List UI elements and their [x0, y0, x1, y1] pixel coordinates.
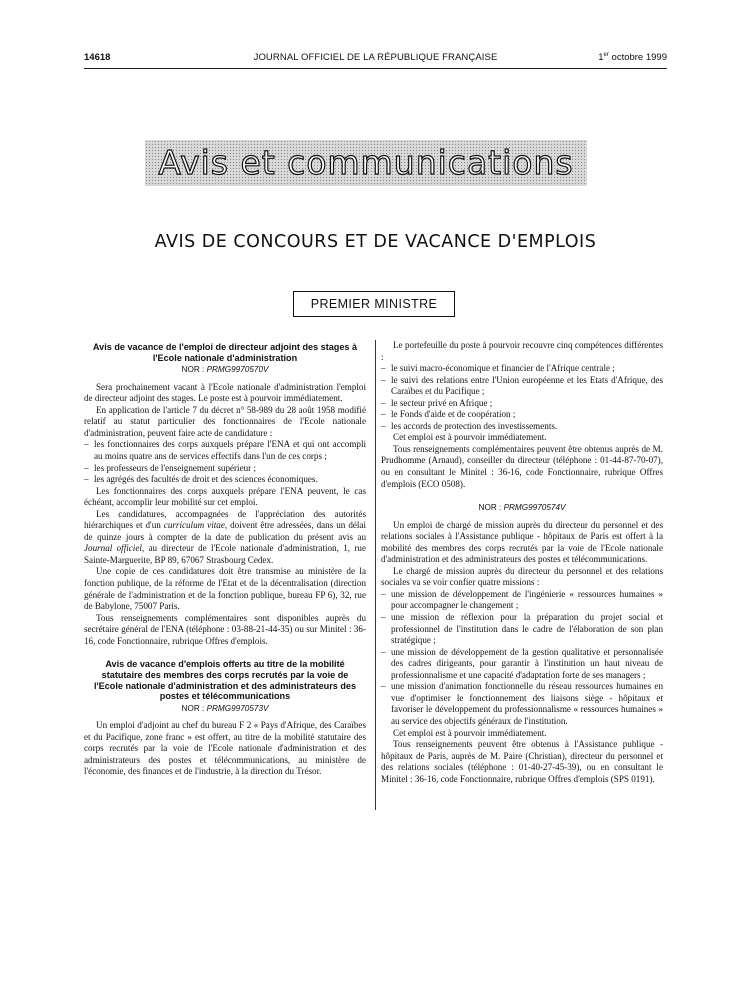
column-divider	[375, 340, 376, 810]
competences-list	[381, 363, 663, 432]
notice-2-paragraph: Un emploi d'adjoint au chef du bureau F 2 « Pays d'Afrique, des Caraïbes et du Pacifique, zone franc » est offert, au titre de la mobilité statutaire des corps recrutés par la voie de l'Ecole nationale d'administration et des administrateurs des postes et télécommunications, au ministère de l'économie, des finances et de l'industrie, à la direction du Trésor.	[84, 720, 366, 777]
running-header	[84, 52, 667, 66]
banner-title: Avis et communications	[158, 143, 574, 182]
journal-title: JOURNAL OFFICIEL DE LA RÉPUBLIQUE FRANÇAISE	[253, 52, 498, 63]
right-column	[381, 340, 663, 785]
list-item: – le suivi des relations entre l'Union européenne et les Etats d'Afrique, des Caraïbes et du Pacifique ;	[381, 374, 663, 397]
header-rule	[84, 68, 667, 69]
list-item: – le secteur privé en Afrique ;	[381, 397, 493, 408]
notice-1-paragraph: Sera prochainement vacant à l'Ecole nationale d'administration l'emploi de directeur adjoint des stages. Le poste est à pourvoir immédiatement.	[84, 381, 366, 404]
notice-1-nor: NOR : PRMG9970570V	[181, 365, 269, 375]
notice-2-title: Avis de vacance d'emplois offerts au titre de la mobilité statutaire des membres des corps recrutés par la voie de l'Ecole nationale d'administration et des administrateurs des postes et télécommunications	[93, 659, 357, 702]
notice-3-paragraph: Un emploi de chargé de mission auprès du directeur du personnel et des relations sociales à l'Assistance publique - hôpitaux de Paris est offert à la mobilité des membres des corps recrutés par la voie de l'Ecole nationale d'administration et des administrateurs des postes et télécommunications.	[381, 519, 663, 565]
notice-1-list	[84, 439, 366, 485]
missions-list	[381, 589, 663, 728]
notice-1-title: Avis de vacance de l'emploi de directeur adjoint des stages à l'Ecole nationale d'administration	[92, 342, 358, 363]
list-item: – les agrégés des facultés de droit et des sciences économiques.	[84, 474, 318, 485]
banner	[145, 140, 587, 186]
notice-2-paragraph: Le portefeuille du poste à pourvoir recouvre cinq compétences différentes :	[381, 340, 663, 362]
notice-1-paragraph: Tous renseignements complémentaires sont disponibles auprès du secrétaire général de l'ENA (téléphone : 03-88-21-44-35) ou sur Minitel : 36-16, code Fonctionnaire, rubrique Offres d'emplois.	[84, 612, 366, 646]
list-item: – les accords de protection des investissements.	[381, 420, 558, 431]
list-item: – les fonctionnaires des corps auxquels prépare l'ENA et qui ont accompli au moins quatre ans de services effectifs dans l'un de ces corps ;	[84, 439, 366, 462]
notice-1-paragraph: En application de l'article 7 du décret n° 58-989 du 28 août 1958 modifié relatif au statut particulier des fonctionnaires de l'Ecole nationale d'administration, peuvent faire acte de candidature :	[84, 404, 366, 438]
notice-3-paragraph: Cet emploi est à pourvoir immédiatement.	[393, 727, 547, 738]
list-item: – une mission de réflexion pour la préparation du projet social et professionnel de l'institution dans le cadre de l'élaboration de son plan stratégique ;	[381, 612, 663, 646]
page-number: 14618	[84, 52, 111, 63]
list-item: – une mission d'animation fonctionnelle du réseau ressources humaines en vue d'optimiser le fonctionnement des liaisons siège - hôpitaux et favoriser le développement du professionnalisme « ressources humaines » au service des objectifs généraux de l'institution.	[381, 681, 663, 726]
notice-3-paragraph: Le chargé de mission auprès du directeur du personnel et des relations sociales va se voir confier quatre missions :	[381, 565, 663, 588]
notice-1-paragraph: Les candidatures, accompagnées de l'appréciation des autorités hiérarchiques et d'un curriculum vitae, doivent être adressées, dans un délai de quinze jours à compter de la date de publication du présent avis au Journal officiel, au directeur de l'Ecole nationale d'administration, 1, rue Sainte-Marguerite, BP 89, 67067 Strasbourg Cedex.	[84, 508, 366, 565]
notice-2-paragraph: Cet emploi est à pourvoir immédiatement.	[393, 432, 547, 443]
notice-2-nor: NOR : PRMG9970573V	[181, 703, 269, 713]
issue-date: 1er octobre 1999	[598, 52, 667, 64]
list-item: – le suivi macro-économique et financier de l'Afrique centrale ;	[381, 363, 615, 374]
list-item: – une mission de développement de la gestion qualitative et personnalisée des cadres dirigeants, pour garantir à l'institution un haut niveau de professionnalisme et une capacité d'adaptation forte de ses managers ;	[381, 646, 663, 680]
list-item: – le Fonds d'aide et de coopération ;	[381, 409, 516, 420]
list-item: – les professeurs de l'enseignement supérieur ;	[84, 462, 256, 473]
section-title: AVIS DE CONCOURS ET DE VACANCE D'EMPLOIS	[154, 232, 597, 252]
notice-3-nor: NOR : PRMG9970574V	[478, 503, 566, 513]
list-item: – une mission de développement de l'ingénierie « ressources humaines » pour accompagner le changement ;	[381, 588, 663, 611]
ministry-box: PREMIER MINISTRE	[293, 291, 455, 317]
left-column	[84, 340, 366, 778]
notice-1-paragraph: Les fonctionnaires des corps auxquels prépare l'ENA peuvent, le cas échéant, accomplir leur mobilité sur cet emploi.	[84, 485, 366, 508]
notice-2-paragraph: Tous renseignements complémentaires peuvent être obtenus auprès de M. Prudhomme (Arnaud), conseiller du directeur (téléphone : 01-44-87-70-07), ou en consultant le Minitel : 36-16, code Fonctionnaire, rubrique Offres d'emplois (ECO 0508).	[381, 443, 663, 489]
notice-1-paragraph: Une copie de ces candidatures doit être transmise au ministère de la fonction publique, de la réforme de l'Etat et de la décentralisation (direction générale de l'administration et de la fonction publique, bureau FP 6), 32, rue de Babylone, 75007 Paris.	[84, 566, 366, 612]
notice-3-paragraph: Tous renseignements peuvent être obtenus à l'Assistance publique - hôpitaux de Paris, auprès de M. Paire (Christian), directeur du personnel et des relations sociales (téléphone : 01-40-27-45-39), ou en consultant le Minitel : 36-16, code Fonctionnaire, rubrique Offres d'emplois (SPS 0191).	[381, 739, 663, 784]
